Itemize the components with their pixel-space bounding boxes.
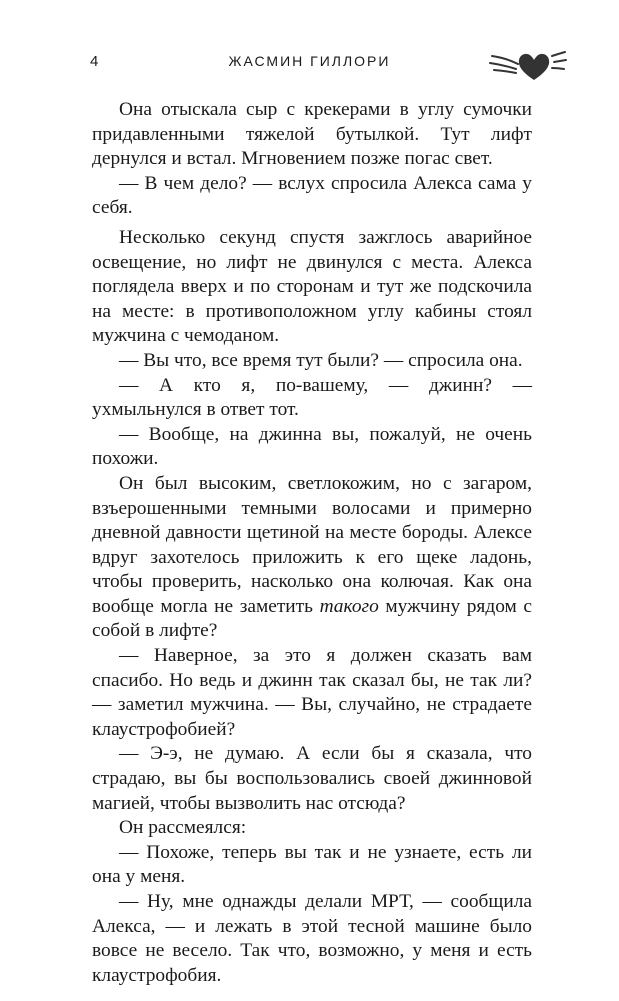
paragraph: — Похоже, теперь вы так и не узнаете, есть ли она у меня.: [92, 841, 532, 888]
paragraph: — Э-э, не думаю. А если бы я сказала, что страдаю, вы бы воспользовались своей джинновой магией, чтобы вызволить нас отсюда?: [92, 743, 532, 814]
paragraph: — В чем дело? — вслух спросила Алекса сама у себя.: [92, 172, 532, 219]
paragraph: Несколько секунд спустя зажглось аварийное освещение, но лифт не двинулся с места. Алекса поглядела вверх и по сторонам и тут же подскочила на месте: в противоположном углу кабины стоял мужчина с чемоданом.: [92, 226, 532, 347]
paragraph: [92, 472, 532, 644]
page-body: [92, 98, 532, 988]
paragraph: Он рассмеялся:: [119, 817, 247, 839]
emphasis-text: такого: [319, 595, 379, 617]
paragraph: — А кто я, по-вашему, — джинн? — ухмыльнулся в ответ тот.: [92, 374, 532, 421]
paragraph-text: Он был высоким, светлокожим, но с загаром, взъерошенными темными волосами и примерно дневной давности щетиной на месте бороды. Алексе вдруг захотелось приложить к его щеке ладонь, чтобы проверить, насколько она колючая. Как она вообще могла не заметить: [92, 472, 532, 617]
page-header: [0, 48, 619, 78]
paragraph: — Вообще, на джинна вы, пожалуй, не очень похожи.: [92, 423, 532, 470]
paragraph: — Ну, мне однажды делали МРТ, — сообщила Алекса, — и лежать в этой тесной машине было вовсе не весело. Так что, возможно, у меня и есть клаустрофобия.: [92, 891, 532, 986]
paragraph: — Вы что, все время тут были? — спросила она.: [119, 349, 523, 371]
paragraph: — Наверное, за это я должен сказать вам спасибо. Но ведь и джинн так сказал бы, не так ли? — заметил мужчина. — Вы, случайно, не страдаете клаустрофобией?: [92, 645, 532, 740]
heart-icon: [488, 48, 568, 82]
running-head: ЖАСМИН ГИЛЛОРИ: [228, 53, 391, 69]
page-number: 4: [90, 53, 99, 70]
paragraph: Она отыскала сыр с крекерами в углу сумочки придавленными тяжелой бутылкой. Тут лифт дернулся и встал. Мгновением позже погас свет.: [92, 99, 532, 170]
paragraph-text: мужчину рядом с собой в лифте?: [92, 595, 532, 642]
